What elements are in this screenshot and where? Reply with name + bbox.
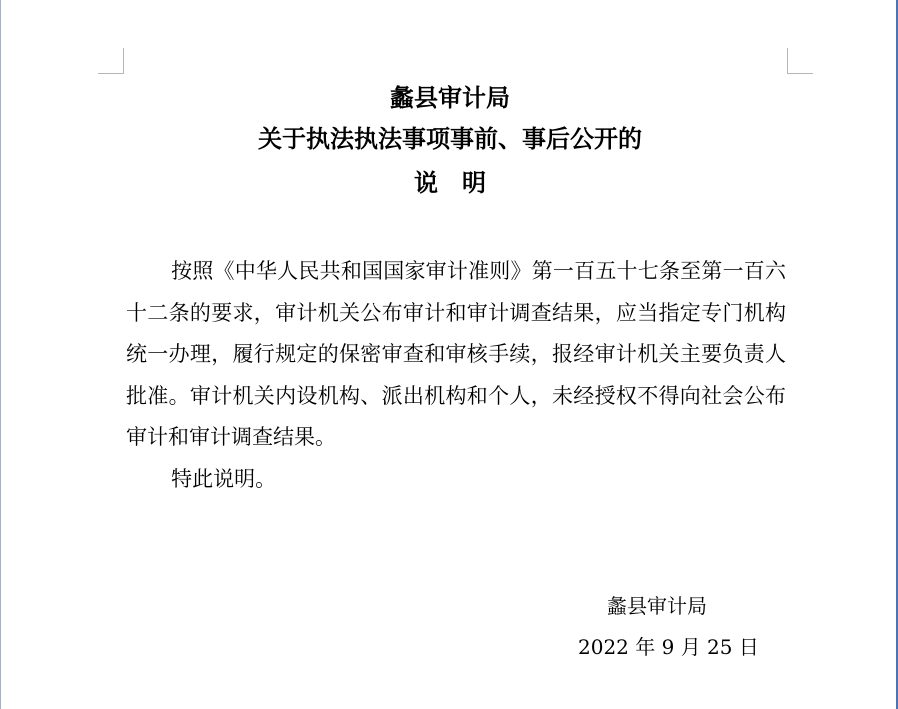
- signature-org: 蠡县审计局: [607, 594, 707, 618]
- body-paragraph: 特此说明。: [171, 466, 277, 491]
- title-subject: 关于执法执法事项事前、事后公开的: [258, 125, 642, 153]
- document-body: [126, 251, 786, 500]
- title-explanation: 说明: [414, 169, 510, 197]
- margin-mark-top-right: [787, 48, 813, 74]
- body-paragraph: 按照《中华人民共和国国家审计准则》第一百五十七条至第一百六十二条的要求，审计机关公布审计和审计调查结果，应当指定专门机构统一办理，履行规定的保密审查和审核手续，报经审计机关主要负责人批准。审计机关内设机构、派出机构和个人，未经授权不得向社会公布审计和审计调查结果。: [126, 259, 786, 449]
- margin-mark-top-left: [98, 48, 124, 74]
- title-org: 蠡县审计局: [390, 84, 510, 112]
- signature-date: 2022 年 9 月 25 日: [578, 635, 759, 659]
